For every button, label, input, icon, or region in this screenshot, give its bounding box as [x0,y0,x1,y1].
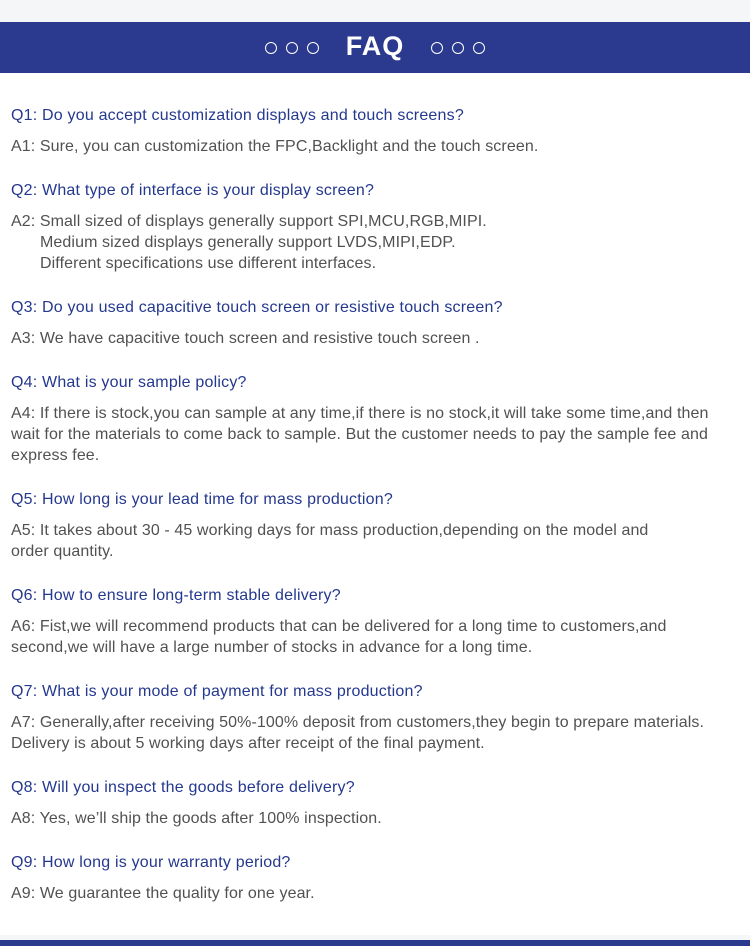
faq-answer [11,712,738,754]
faq-answer [11,520,738,562]
faq-question: Q8: Will you inspect the goods before delivery? [11,779,355,796]
faq-item [11,682,738,754]
faq-answer-line: A8: Yes, we’ll ship the goods after 100% inspection. [11,810,382,827]
faq-answer-line: wait for the materials to come back to sample. But the customer needs to pay the sample fee and [11,426,708,443]
faq-answer-line: A1: Sure, you can customization the FPC,Backlight and the touch screen. [11,138,539,155]
circle-icon [452,42,464,54]
faq-item [11,106,738,157]
circle-icon [286,42,298,54]
faq-question: Q3: Do you used capacitive touch screen or resistive touch screen? [11,299,503,316]
faq-item [11,181,738,274]
faq-answer-line: order quantity. [11,543,114,560]
faq-question: Q1: Do you accept customization displays and touch screens? [11,107,464,124]
faq-item [11,373,738,466]
circle-icon [307,42,319,54]
faq-answer-line: Medium sized displays generally support LVDS,MIPI,EDP. [40,234,456,251]
bottom-divider-bar [0,940,750,946]
top-background-strip [0,0,750,22]
faq-answer [11,136,738,157]
faq-answer [11,211,738,274]
faq-answer [11,328,738,349]
faq-answer-line: A6: Fist,we will recommend products that can be delivered for a long time to customers,and [11,618,667,635]
faq-question: Q9: How long is your warranty period? [11,854,291,871]
faq-answer-line: A9: We guarantee the quality for one year. [11,885,315,902]
faq-question: Q4: What is your sample policy? [11,374,247,391]
faq-item [11,853,738,904]
faq-question: Q6: How to ensure long-term stable delivery? [11,587,341,604]
faq-question: Q7: What is your mode of payment for mass production? [11,683,423,700]
circle-icon [473,42,485,54]
faq-item [11,586,738,658]
faq-answer [11,616,738,658]
page-title: FAQ [345,31,405,61]
faq-item [11,778,738,829]
faq-question: Q5: How long is your lead time for mass production? [11,491,393,508]
faq-answer-line: A4: If there is stock,you can sample at any time,if there is no stock,it will take some time,and then [11,405,709,422]
decor-circles-right [431,42,485,54]
faq-answer-line: express fee. [11,447,100,464]
faq-header-banner [0,22,750,73]
faq-answer-line: A5: It takes about 30 - 45 working days for mass production,depending on the model and [11,522,649,539]
faq-answer-line: A7: Generally,after receiving 50%-100% deposit from customers,they begin to prepare materials. [11,714,704,731]
faq-answer-line: Different specifications use different interfaces. [40,255,377,272]
faq-answer-line: A2: Small sized of displays generally support SPI,MCU,RGB,MIPI. [11,213,487,230]
circle-icon [431,42,443,54]
faq-item [11,298,738,349]
faq-answer-line: Delivery is about 5 working days after receipt of the final payment. [11,735,485,752]
circle-icon [265,42,277,54]
faq-list [0,73,750,935]
faq-answer [11,403,738,466]
faq-question: Q2: What type of interface is your display screen? [11,182,375,199]
decor-circles-left [265,42,319,54]
faq-answer [11,808,738,829]
faq-item [11,490,738,562]
faq-answer-line: A3: We have capacitive touch screen and resistive touch screen . [11,330,480,347]
faq-answer [11,883,738,904]
faq-answer-line: second,we will have a large number of stocks in advance for a long time. [11,639,533,656]
